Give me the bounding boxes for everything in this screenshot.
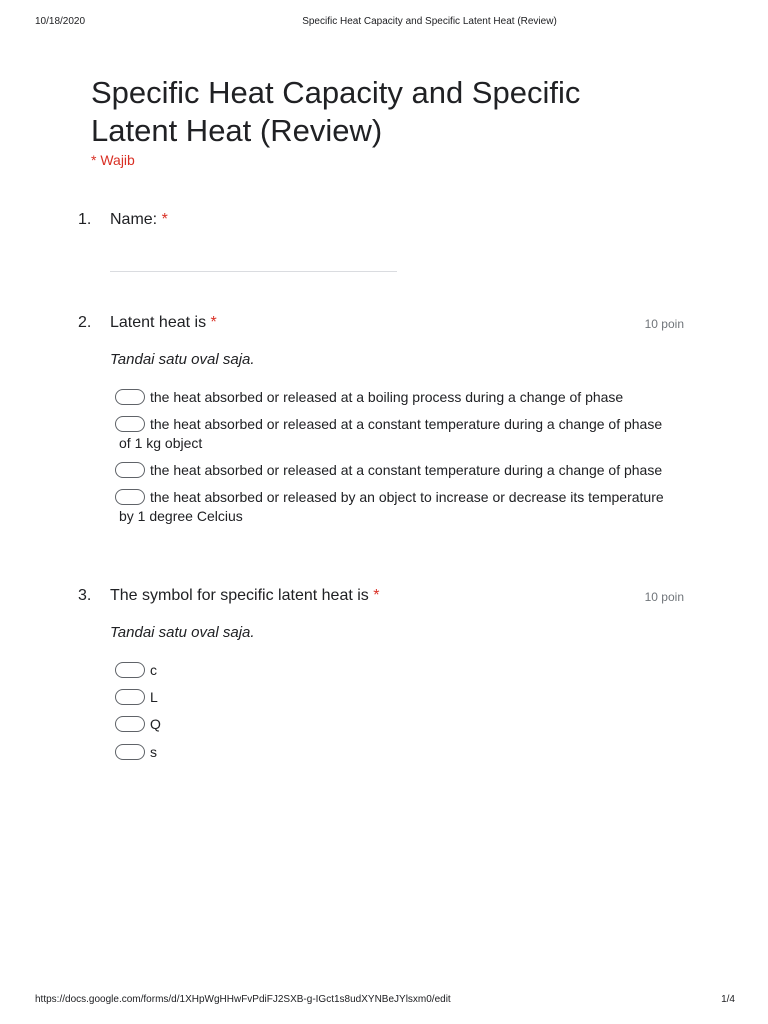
radio-oval[interactable]: [115, 489, 145, 505]
question-latent-heat: [0, 313, 768, 524]
radio-oval[interactable]: [115, 416, 145, 432]
radio-option[interactable]: [119, 488, 670, 526]
question-title: [110, 313, 217, 333]
option-label: L: [150, 688, 158, 705]
radio-oval[interactable]: [115, 662, 145, 678]
question-number: 3.: [78, 587, 92, 604]
option-label: the heat absorbed or released at a constant temperature during a change of phase: [150, 461, 663, 478]
required-asterisk: *: [161, 211, 168, 228]
radio-option[interactable]: [119, 661, 670, 680]
print-footer-url: https://docs.google.com/forms/d/1XHpWgHHwFvPdiFJ2SXB-g-IGct1s8udXYNBeJYlsxm0/edit: [35, 994, 451, 1005]
print-header-title: Specific Heat Capacity and Specific Latent Heat (Review): [302, 16, 557, 27]
radio-option[interactable]: [119, 388, 670, 407]
option-label: the heat absorbed or released at a boiling process during a change of phase: [150, 388, 624, 405]
points-label: 10 poin: [644, 590, 684, 604]
radio-oval[interactable]: [115, 744, 145, 760]
question-latent-heat-symbol: [0, 586, 768, 786]
question-instruction: Tandai satu oval saja.: [110, 624, 255, 641]
radio-option[interactable]: [119, 461, 670, 480]
required-asterisk: *: [373, 587, 380, 604]
question-text: Latent heat is: [110, 314, 207, 331]
option-label: s: [150, 743, 157, 760]
option-label: the heat absorbed or released at a constant temperature during a change of phase of 1 kg object: [119, 415, 663, 451]
question-number: 2.: [78, 314, 92, 331]
print-header-date: 10/18/2020: [35, 16, 86, 27]
question-number: 1.: [78, 211, 92, 228]
question-text: The symbol for specific latent heat is: [110, 587, 369, 604]
radio-oval[interactable]: [115, 689, 145, 705]
option-label: the heat absorbed or released by an object to increase or decrease its temperature by 1 degree Celcius: [119, 488, 664, 524]
radio-oval[interactable]: [115, 462, 145, 478]
radio-option[interactable]: [119, 415, 670, 453]
radio-oval[interactable]: [115, 716, 145, 732]
radio-option[interactable]: [119, 688, 670, 707]
points-label: 10 poin: [644, 317, 684, 331]
form-title: Specific Heat Capacity and Specific Latent Heat (Review): [91, 75, 581, 148]
required-note: * Wajib: [91, 152, 135, 168]
option-label: c: [150, 661, 157, 678]
print-footer-page-number: 1/4: [721, 994, 735, 1005]
question-title: [110, 586, 379, 606]
radio-option[interactable]: [119, 743, 670, 762]
radio-oval[interactable]: [115, 389, 145, 405]
name-answer-field[interactable]: [110, 271, 397, 272]
question-title: [110, 210, 168, 230]
option-label: Q: [150, 715, 161, 732]
radio-option[interactable]: [119, 715, 670, 734]
question-text: Name:: [110, 211, 158, 228]
required-asterisk: *: [210, 314, 217, 331]
question-instruction: Tandai satu oval saja.: [110, 351, 255, 368]
